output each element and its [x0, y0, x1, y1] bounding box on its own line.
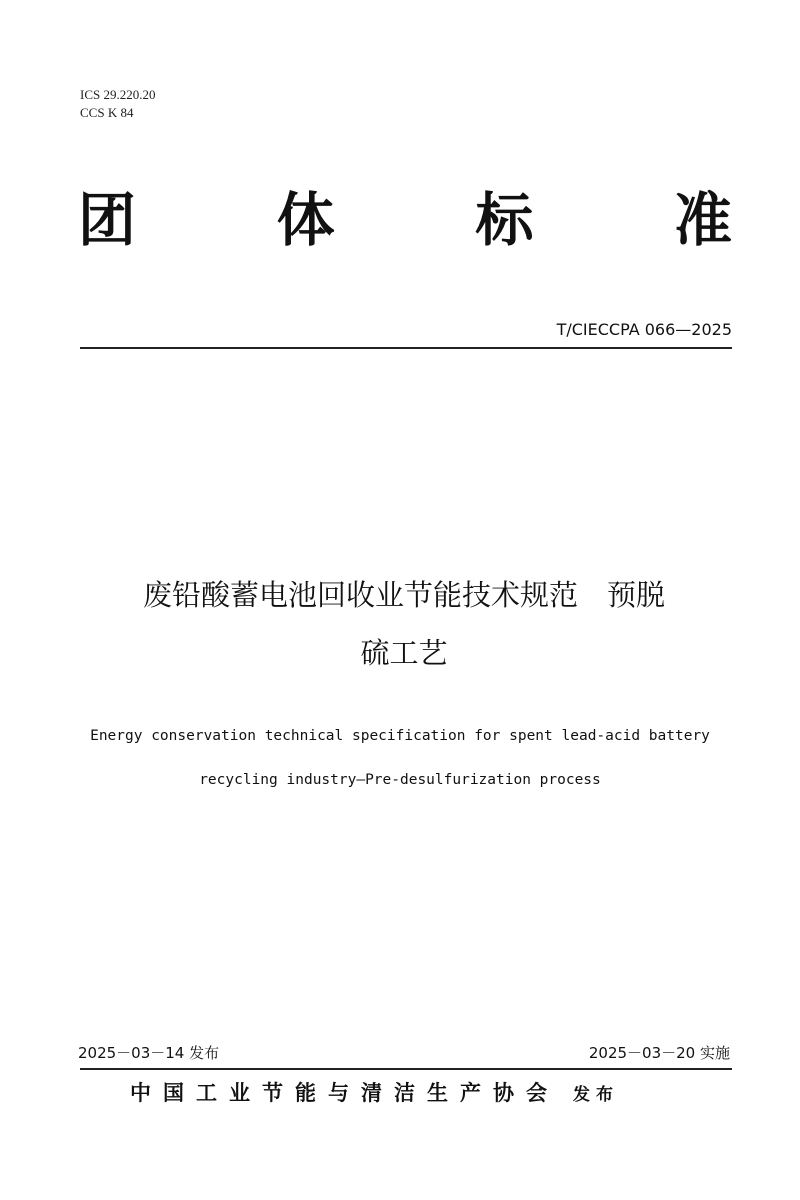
english-title-line-1: Energy conservation technical specification for spent lead-acid battery [90, 728, 710, 744]
ics-code: ICS 29.220.20 [80, 87, 156, 102]
standard-type-char: 准 [673, 186, 732, 254]
ccs-code: CCS K 84 [80, 105, 134, 120]
classification-codes [80, 86, 155, 122]
standard-type-heading [78, 180, 732, 260]
english-title-line-2: recycling industry—Pre-desulfurization process [199, 772, 601, 788]
standard-type-char: 标 [475, 186, 534, 254]
chinese-title-line-1: 废铅酸蓄电池回收业节能技术规范 预脱 [142, 578, 665, 612]
english-title [60, 714, 740, 802]
issue-date: 2025－03－14 发布 [78, 1044, 220, 1062]
standard-type-char: 体 [276, 186, 335, 254]
standard-type-char: 团 [78, 186, 137, 254]
publisher-name: 中国工业节能与清洁生产协会 [130, 1081, 559, 1105]
standard-number: T/CIECCPA 066—2025 [556, 320, 732, 339]
top-divider [80, 347, 732, 349]
publisher-suffix: 发布 [573, 1085, 619, 1105]
implementation-date: 2025－03－20 实施 [588, 1044, 730, 1062]
chinese-title [80, 566, 728, 682]
chinese-title-line-2: 硫工艺 [360, 636, 448, 670]
bottom-divider [80, 1068, 732, 1070]
publisher [130, 1078, 619, 1110]
